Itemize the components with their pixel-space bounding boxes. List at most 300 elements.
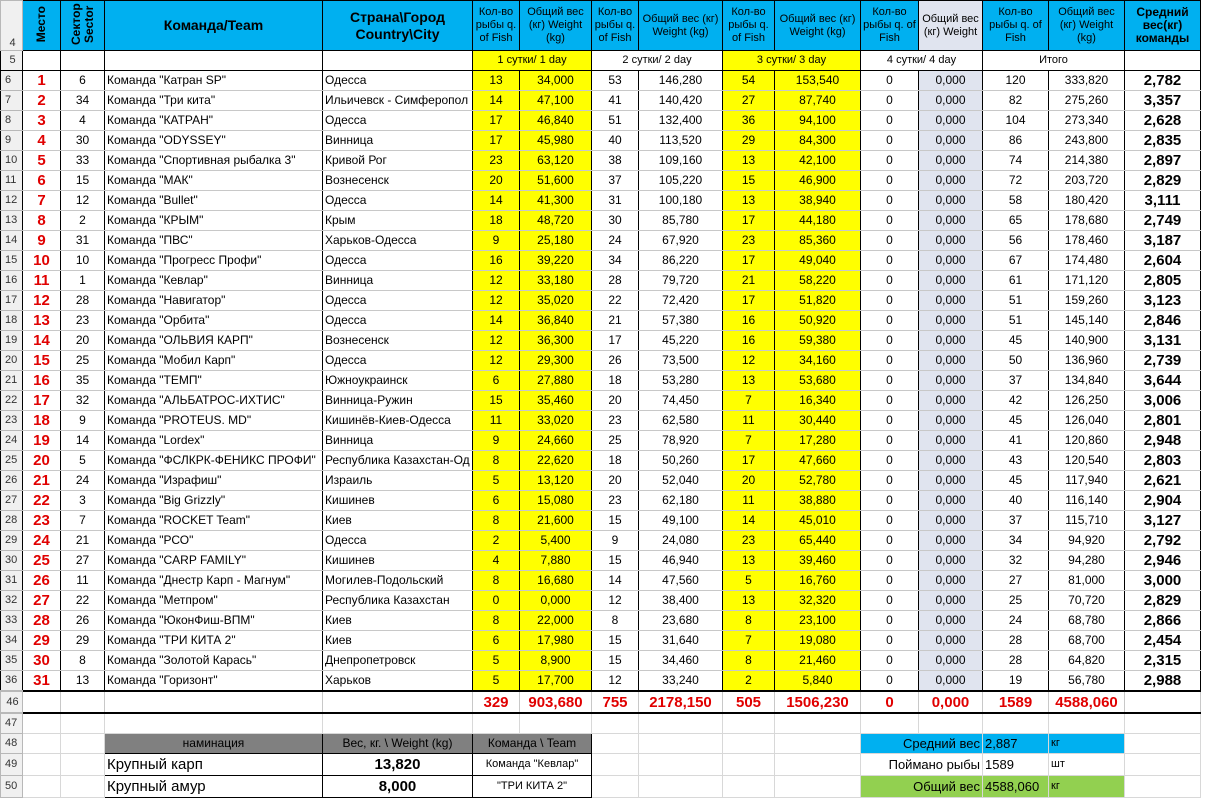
fish-day1-cell[interactable]: 17 xyxy=(473,111,520,131)
sector-cell[interactable]: 26 xyxy=(61,611,105,631)
fish-total-cell[interactable]: 51 xyxy=(983,311,1049,331)
fish-day4-cell[interactable]: 0 xyxy=(861,571,919,591)
fish-day3-cell[interactable]: 20 xyxy=(723,471,775,491)
place-cell[interactable]: 13 xyxy=(23,311,61,331)
weight-total-cell[interactable]: 126,040 xyxy=(1049,411,1125,431)
avg-cell[interactable]: 3,000 xyxy=(1125,571,1201,591)
total-f2-cell[interactable]: 755 xyxy=(592,691,639,713)
weight-day3-cell[interactable]: 19,080 xyxy=(775,631,861,651)
team-cell[interactable]: Команда "ТЕМП" xyxy=(105,371,323,391)
team-cell[interactable]: Команда "Кевлар" xyxy=(105,271,323,291)
weight-day1-cell[interactable]: 35,460 xyxy=(520,391,592,411)
fish-day1-cell[interactable]: 5 xyxy=(473,651,520,671)
team-cell[interactable]: Команда "ФСЛКРК-ФЕНИКС ПРОФИ" xyxy=(105,451,323,471)
sector-cell[interactable]: 11 xyxy=(61,571,105,591)
avg-cell[interactable]: 3,123 xyxy=(1125,291,1201,311)
fish-day3-cell[interactable]: 36 xyxy=(723,111,775,131)
team-cell[interactable]: Команда "МАК" xyxy=(105,171,323,191)
fish-day1-cell[interactable]: 8 xyxy=(473,611,520,631)
city-cell[interactable]: Днепропетровск xyxy=(323,651,473,671)
city-cell[interactable]: Вознесенск xyxy=(323,171,473,191)
fish-day4-cell[interactable]: 0 xyxy=(861,271,919,291)
team-cell[interactable]: Команда "Lordex" xyxy=(105,431,323,451)
avg-cell[interactable]: 2,454 xyxy=(1125,631,1201,651)
avg-cell[interactable]: 2,829 xyxy=(1125,591,1201,611)
weight-total-cell[interactable]: 214,380 xyxy=(1049,151,1125,171)
weight-day3-cell[interactable]: 50,920 xyxy=(775,311,861,331)
place-cell[interactable]: 17 xyxy=(23,391,61,411)
weight-day2-cell[interactable]: 109,160 xyxy=(639,151,723,171)
weight-day4-cell[interactable]: 0,000 xyxy=(919,331,983,351)
weight-day3-cell[interactable]: 58,220 xyxy=(775,271,861,291)
total-label[interactable]: Итого xyxy=(983,51,1125,71)
fish-day1-cell[interactable]: 0 xyxy=(473,591,520,611)
avg-cell[interactable]: 2,628 xyxy=(1125,111,1201,131)
place-cell[interactable]: 7 xyxy=(23,191,61,211)
weight-day2-cell[interactable]: 24,080 xyxy=(639,531,723,551)
fish-day1-cell[interactable]: 23 xyxy=(473,151,520,171)
day1-label[interactable]: 1 сутки/ 1 day xyxy=(473,51,592,71)
fish-day1-cell[interactable]: 6 xyxy=(473,371,520,391)
fish-day4-cell[interactable]: 0 xyxy=(861,311,919,331)
header-fish-day2[interactable]: Кол-во рыбы q. of Fish xyxy=(592,1,639,51)
weight-total-cell[interactable]: 116,140 xyxy=(1049,491,1125,511)
weight-day3-cell[interactable]: 47,660 xyxy=(775,451,861,471)
weight-total-cell[interactable]: 134,840 xyxy=(1049,371,1125,391)
avg-cell[interactable]: 2,749 xyxy=(1125,211,1201,231)
city-cell[interactable]: Одесса xyxy=(323,311,473,331)
team-cell[interactable]: Команда "Метпром" xyxy=(105,591,323,611)
total-f3-cell[interactable]: 505 xyxy=(723,691,775,713)
weight-day1-cell[interactable]: 7,880 xyxy=(520,551,592,571)
team-cell[interactable]: Команда "КРЫМ" xyxy=(105,211,323,231)
fish-day4-cell[interactable]: 0 xyxy=(861,171,919,191)
weight-total-cell[interactable]: 56,780 xyxy=(1049,671,1125,692)
weight-total-cell[interactable]: 180,420 xyxy=(1049,191,1125,211)
fish-day2-cell[interactable]: 23 xyxy=(592,491,639,511)
team-cell[interactable]: Команда "ТРИ КИТА 2" xyxy=(105,631,323,651)
place-cell[interactable]: 16 xyxy=(23,371,61,391)
fish-day3-cell[interactable]: 14 xyxy=(723,511,775,531)
weight-day4-cell[interactable]: 0,000 xyxy=(919,171,983,191)
fish-total-cell[interactable]: 82 xyxy=(983,91,1049,111)
weight-day2-cell[interactable]: 79,720 xyxy=(639,271,723,291)
team-cell[interactable]: Команда "ПВС" xyxy=(105,231,323,251)
weight-day4-cell[interactable]: 0,000 xyxy=(919,511,983,531)
fish-day4-cell[interactable]: 0 xyxy=(861,331,919,351)
total-w2-cell[interactable]: 2178,150 xyxy=(639,691,723,713)
fish-day3-cell[interactable]: 21 xyxy=(723,271,775,291)
fish-day4-cell[interactable]: 0 xyxy=(861,671,919,692)
fish-day2-cell[interactable]: 51 xyxy=(592,111,639,131)
fish-day4-cell[interactable]: 0 xyxy=(861,71,919,91)
weight-day4-cell[interactable]: 0,000 xyxy=(919,631,983,651)
header-fish-total[interactable]: Кол-во рыбы q. of Fish xyxy=(983,1,1049,51)
weight-day4-cell[interactable]: 0,000 xyxy=(919,411,983,431)
fish-day2-cell[interactable]: 31 xyxy=(592,191,639,211)
weight-day3-cell[interactable]: 21,460 xyxy=(775,651,861,671)
fish-day3-cell[interactable]: 16 xyxy=(723,311,775,331)
weight-day2-cell[interactable]: 46,940 xyxy=(639,551,723,571)
fish-total-cell[interactable]: 32 xyxy=(983,551,1049,571)
weight-day2-cell[interactable]: 45,220 xyxy=(639,331,723,351)
place-cell[interactable]: 28 xyxy=(23,611,61,631)
weight-day1-cell[interactable]: 8,900 xyxy=(520,651,592,671)
place-cell[interactable]: 10 xyxy=(23,251,61,271)
place-cell[interactable]: 3 xyxy=(23,111,61,131)
weight-day2-cell[interactable]: 33,240 xyxy=(639,671,723,692)
avg-cell[interactable]: 3,006 xyxy=(1125,391,1201,411)
fish-day1-cell[interactable]: 14 xyxy=(473,311,520,331)
fish-day3-cell[interactable]: 13 xyxy=(723,191,775,211)
fish-day4-cell[interactable]: 0 xyxy=(861,151,919,171)
weight-day2-cell[interactable]: 73,500 xyxy=(639,351,723,371)
fish-total-cell[interactable]: 19 xyxy=(983,671,1049,692)
fish-day2-cell[interactable]: 8 xyxy=(592,611,639,631)
weight-day1-cell[interactable]: 17,700 xyxy=(520,671,592,692)
fish-day2-cell[interactable]: 17 xyxy=(592,331,639,351)
weight-total-cell[interactable]: 243,800 xyxy=(1049,131,1125,151)
weight-total-cell[interactable]: 120,860 xyxy=(1049,431,1125,451)
city-cell[interactable]: Одесса xyxy=(323,111,473,131)
fish-day3-cell[interactable]: 15 xyxy=(723,171,775,191)
fish-total-cell[interactable]: 58 xyxy=(983,191,1049,211)
weight-total-cell[interactable]: 120,540 xyxy=(1049,451,1125,471)
city-cell[interactable]: Могилев-Подольский xyxy=(323,571,473,591)
weight-total-cell[interactable]: 275,260 xyxy=(1049,91,1125,111)
city-cell[interactable]: Киев xyxy=(323,511,473,531)
weight-day2-cell[interactable]: 62,580 xyxy=(639,411,723,431)
fish-day2-cell[interactable]: 20 xyxy=(592,391,639,411)
fish-day1-cell[interactable]: 16 xyxy=(473,251,520,271)
weight-day3-cell[interactable]: 38,940 xyxy=(775,191,861,211)
day4-label[interactable]: 4 сутки/ 4 day xyxy=(861,51,983,71)
total-w4-cell[interactable]: 0,000 xyxy=(919,691,983,713)
place-cell[interactable]: 1 xyxy=(23,71,61,91)
city-cell[interactable]: Винница xyxy=(323,271,473,291)
fish-day2-cell[interactable]: 40 xyxy=(592,131,639,151)
sector-cell[interactable]: 31 xyxy=(61,231,105,251)
weight-total-cell[interactable]: 171,120 xyxy=(1049,271,1125,291)
fish-day4-cell[interactable]: 0 xyxy=(861,431,919,451)
fish-day1-cell[interactable]: 5 xyxy=(473,471,520,491)
team-cell[interactable]: Команда "Израфиш" xyxy=(105,471,323,491)
weight-header[interactable]: Вес, кг. \ Weight (kg) xyxy=(323,734,473,754)
avg-cell[interactable]: 2,805 xyxy=(1125,271,1201,291)
weight-day1-cell[interactable]: 39,220 xyxy=(520,251,592,271)
weight-day2-cell[interactable]: 100,180 xyxy=(639,191,723,211)
fish-day2-cell[interactable]: 24 xyxy=(592,231,639,251)
fish-day4-cell[interactable]: 0 xyxy=(861,231,919,251)
fish-day4-cell[interactable]: 0 xyxy=(861,511,919,531)
fish-total-cell[interactable]: 72 xyxy=(983,171,1049,191)
nomination-name[interactable]: Крупный карп xyxy=(105,754,323,776)
weight-total-cell[interactable]: 136,960 xyxy=(1049,351,1125,371)
weight-day1-cell[interactable]: 33,020 xyxy=(520,411,592,431)
nomination-team[interactable]: "ТРИ КИТА 2" xyxy=(473,776,592,798)
weight-total-cell[interactable]: 81,000 xyxy=(1049,571,1125,591)
fish-day2-cell[interactable]: 15 xyxy=(592,551,639,571)
fish-day3-cell[interactable]: 13 xyxy=(723,371,775,391)
fish-day1-cell[interactable]: 15 xyxy=(473,391,520,411)
fish-total-cell[interactable]: 34 xyxy=(983,531,1049,551)
weight-day4-cell[interactable]: 0,000 xyxy=(919,591,983,611)
weight-total-cell[interactable]: 203,720 xyxy=(1049,171,1125,191)
place-cell[interactable]: 27 xyxy=(23,591,61,611)
fish-day4-cell[interactable]: 0 xyxy=(861,91,919,111)
header-weight-day1[interactable]: Общий вес (кг) Weight (kg) xyxy=(520,1,592,51)
fish-day2-cell[interactable]: 38 xyxy=(592,151,639,171)
city-cell[interactable]: Одесса xyxy=(323,71,473,91)
city-cell[interactable]: Кишинев xyxy=(323,491,473,511)
fish-day1-cell[interactable]: 17 xyxy=(473,131,520,151)
weight-day3-cell[interactable]: 30,440 xyxy=(775,411,861,431)
weight-total-cell[interactable]: 174,480 xyxy=(1049,251,1125,271)
weight-day1-cell[interactable]: 45,980 xyxy=(520,131,592,151)
weight-day2-cell[interactable]: 31,640 xyxy=(639,631,723,651)
avg-cell[interactable]: 2,782 xyxy=(1125,71,1201,91)
sector-cell[interactable]: 3 xyxy=(61,491,105,511)
city-cell[interactable]: Киев xyxy=(323,631,473,651)
fish-day3-cell[interactable]: 16 xyxy=(723,331,775,351)
avg-cell[interactable]: 2,315 xyxy=(1125,651,1201,671)
place-cell[interactable]: 29 xyxy=(23,631,61,651)
weight-day1-cell[interactable]: 47,100 xyxy=(520,91,592,111)
team-cell[interactable]: Команда "РСО" xyxy=(105,531,323,551)
city-cell[interactable]: Одесса xyxy=(323,531,473,551)
summary-value[interactable]: 4588,060 xyxy=(983,776,1049,798)
weight-total-cell[interactable]: 159,260 xyxy=(1049,291,1125,311)
city-cell[interactable]: Вознесенск xyxy=(323,331,473,351)
fish-day4-cell[interactable]: 0 xyxy=(861,531,919,551)
fish-day4-cell[interactable]: 0 xyxy=(861,371,919,391)
fish-day2-cell[interactable]: 18 xyxy=(592,451,639,471)
sector-cell[interactable]: 35 xyxy=(61,371,105,391)
weight-day1-cell[interactable]: 48,720 xyxy=(520,211,592,231)
weight-day2-cell[interactable]: 78,920 xyxy=(639,431,723,451)
weight-day2-cell[interactable]: 113,520 xyxy=(639,131,723,151)
summary-value[interactable]: 1589 xyxy=(983,754,1049,776)
weight-day1-cell[interactable]: 33,180 xyxy=(520,271,592,291)
fish-total-cell[interactable]: 120 xyxy=(983,71,1049,91)
weight-total-cell[interactable]: 178,680 xyxy=(1049,211,1125,231)
weight-day4-cell[interactable]: 0,000 xyxy=(919,71,983,91)
fish-day4-cell[interactable]: 0 xyxy=(861,251,919,271)
weight-day4-cell[interactable]: 0,000 xyxy=(919,551,983,571)
city-cell[interactable]: Кишинев xyxy=(323,551,473,571)
fish-day2-cell[interactable]: 22 xyxy=(592,291,639,311)
weight-day1-cell[interactable]: 25,180 xyxy=(520,231,592,251)
place-cell[interactable]: 31 xyxy=(23,671,61,692)
sector-cell[interactable]: 21 xyxy=(61,531,105,551)
summary-label[interactable]: Общий вес xyxy=(861,776,983,798)
fish-day2-cell[interactable]: 14 xyxy=(592,571,639,591)
place-cell[interactable]: 12 xyxy=(23,291,61,311)
fish-total-cell[interactable]: 45 xyxy=(983,471,1049,491)
header-weight-day4[interactable]: Общий вес (кг) Weight xyxy=(919,1,983,51)
weight-day1-cell[interactable]: 21,600 xyxy=(520,511,592,531)
total-wt-cell[interactable]: 4588,060 xyxy=(1049,691,1125,713)
sector-cell[interactable]: 9 xyxy=(61,411,105,431)
weight-total-cell[interactable]: 68,700 xyxy=(1049,631,1125,651)
fish-total-cell[interactable]: 67 xyxy=(983,251,1049,271)
weight-day4-cell[interactable]: 0,000 xyxy=(919,391,983,411)
sector-cell[interactable]: 13 xyxy=(61,671,105,692)
weight-day4-cell[interactable]: 0,000 xyxy=(919,311,983,331)
weight-day4-cell[interactable]: 0,000 xyxy=(919,111,983,131)
nomination-weight[interactable]: 13,820 xyxy=(323,754,473,776)
fish-day3-cell[interactable]: 11 xyxy=(723,491,775,511)
avg-cell[interactable]: 2,801 xyxy=(1125,411,1201,431)
team-cell[interactable]: Команда "Три кита" xyxy=(105,91,323,111)
place-cell[interactable]: 30 xyxy=(23,651,61,671)
fish-day4-cell[interactable]: 0 xyxy=(861,351,919,371)
fish-day3-cell[interactable]: 29 xyxy=(723,131,775,151)
fish-day2-cell[interactable]: 26 xyxy=(592,351,639,371)
weight-day1-cell[interactable]: 51,600 xyxy=(520,171,592,191)
sector-cell[interactable]: 14 xyxy=(61,431,105,451)
city-cell[interactable]: Кишинёв-Киев-Одесса xyxy=(323,411,473,431)
weight-day3-cell[interactable]: 94,100 xyxy=(775,111,861,131)
fish-day1-cell[interactable]: 14 xyxy=(473,91,520,111)
team-cell[interactable]: Команда "Bullet" xyxy=(105,191,323,211)
fish-day2-cell[interactable]: 18 xyxy=(592,371,639,391)
weight-day4-cell[interactable]: 0,000 xyxy=(919,491,983,511)
weight-day3-cell[interactable]: 44,180 xyxy=(775,211,861,231)
header-weight-day3[interactable]: Общий вес (кг) Weight (kg) xyxy=(775,1,861,51)
weight-day4-cell[interactable]: 0,000 xyxy=(919,371,983,391)
summary-unit[interactable]: шт xyxy=(1049,754,1125,776)
place-cell[interactable]: 25 xyxy=(23,551,61,571)
weight-day1-cell[interactable]: 41,300 xyxy=(520,191,592,211)
fish-day1-cell[interactable]: 9 xyxy=(473,231,520,251)
weight-total-cell[interactable]: 70,720 xyxy=(1049,591,1125,611)
weight-total-cell[interactable]: 140,900 xyxy=(1049,331,1125,351)
weight-day1-cell[interactable]: 15,080 xyxy=(520,491,592,511)
weight-day3-cell[interactable]: 5,840 xyxy=(775,671,861,692)
sector-cell[interactable]: 24 xyxy=(61,471,105,491)
avg-cell[interactable]: 3,111 xyxy=(1125,191,1201,211)
weight-day3-cell[interactable]: 85,360 xyxy=(775,231,861,251)
fish-day3-cell[interactable]: 23 xyxy=(723,231,775,251)
place-cell[interactable]: 15 xyxy=(23,351,61,371)
nomination-header[interactable]: наминация xyxy=(105,734,323,754)
weight-day1-cell[interactable]: 29,300 xyxy=(520,351,592,371)
fish-day1-cell[interactable]: 11 xyxy=(473,411,520,431)
city-cell[interactable]: Винница-Ружин xyxy=(323,391,473,411)
weight-day4-cell[interactable]: 0,000 xyxy=(919,251,983,271)
weight-day3-cell[interactable]: 38,880 xyxy=(775,491,861,511)
weight-day3-cell[interactable]: 16,340 xyxy=(775,391,861,411)
header-avg[interactable]: Средний вес(кг) команды xyxy=(1125,1,1201,51)
fish-total-cell[interactable]: 37 xyxy=(983,511,1049,531)
nomination-team[interactable]: Команда "Кевлар" xyxy=(473,754,592,776)
weight-day1-cell[interactable]: 46,840 xyxy=(520,111,592,131)
weight-day2-cell[interactable]: 49,100 xyxy=(639,511,723,531)
sector-cell[interactable]: 4 xyxy=(61,111,105,131)
weight-day4-cell[interactable]: 0,000 xyxy=(919,211,983,231)
weight-total-cell[interactable]: 126,250 xyxy=(1049,391,1125,411)
weight-day3-cell[interactable]: 65,440 xyxy=(775,531,861,551)
fish-day4-cell[interactable]: 0 xyxy=(861,111,919,131)
team-cell[interactable]: Команда "Орбита" xyxy=(105,311,323,331)
header-fish-day3[interactable]: Кол-во рыбы q. of Fish xyxy=(723,1,775,51)
sector-cell[interactable]: 32 xyxy=(61,391,105,411)
fish-day3-cell[interactable]: 8 xyxy=(723,651,775,671)
weight-day3-cell[interactable]: 53,680 xyxy=(775,371,861,391)
header-sector[interactable]: Сектор Sector xyxy=(61,1,105,51)
header-team[interactable]: Команда/Team xyxy=(105,1,323,51)
fish-day4-cell[interactable]: 0 xyxy=(861,191,919,211)
weight-day3-cell[interactable]: 84,300 xyxy=(775,131,861,151)
city-cell[interactable]: Израиль xyxy=(323,471,473,491)
fish-day4-cell[interactable]: 0 xyxy=(861,211,919,231)
team-cell[interactable]: Команда "Золотой Карась" xyxy=(105,651,323,671)
weight-day2-cell[interactable]: 85,780 xyxy=(639,211,723,231)
weight-day4-cell[interactable]: 0,000 xyxy=(919,611,983,631)
weight-day3-cell[interactable]: 34,160 xyxy=(775,351,861,371)
total-f1-cell[interactable]: 329 xyxy=(473,691,520,713)
fish-day3-cell[interactable]: 17 xyxy=(723,211,775,231)
weight-day2-cell[interactable]: 23,680 xyxy=(639,611,723,631)
place-cell[interactable]: 5 xyxy=(23,151,61,171)
weight-total-cell[interactable]: 178,460 xyxy=(1049,231,1125,251)
weight-day4-cell[interactable]: 0,000 xyxy=(919,651,983,671)
summary-unit[interactable]: кг xyxy=(1049,776,1125,798)
weight-day1-cell[interactable]: 35,020 xyxy=(520,291,592,311)
fish-day3-cell[interactable]: 8 xyxy=(723,611,775,631)
place-cell[interactable]: 19 xyxy=(23,431,61,451)
fish-day4-cell[interactable]: 0 xyxy=(861,611,919,631)
summary-value[interactable]: 2,887 xyxy=(983,734,1049,754)
team-cell[interactable]: Команда "CARP FAMILY" xyxy=(105,551,323,571)
summary-label[interactable]: Поймано рыбы xyxy=(861,754,983,776)
weight-day4-cell[interactable]: 0,000 xyxy=(919,191,983,211)
weight-day3-cell[interactable]: 32,320 xyxy=(775,591,861,611)
total-ft-cell[interactable]: 1589 xyxy=(983,691,1049,713)
header-place[interactable]: Место xyxy=(23,1,61,51)
weight-day3-cell[interactable]: 52,780 xyxy=(775,471,861,491)
fish-day2-cell[interactable]: 12 xyxy=(592,671,639,692)
city-cell[interactable]: Одесса xyxy=(323,191,473,211)
weight-total-cell[interactable]: 333,820 xyxy=(1049,71,1125,91)
team-cell[interactable]: Команда "ОЛЬВИЯ КАРП" xyxy=(105,331,323,351)
fish-day3-cell[interactable]: 23 xyxy=(723,531,775,551)
sector-cell[interactable]: 34 xyxy=(61,91,105,111)
fish-day2-cell[interactable]: 20 xyxy=(592,471,639,491)
team-cell[interactable]: Команда "Мобил Карп" xyxy=(105,351,323,371)
fish-day3-cell[interactable]: 17 xyxy=(723,251,775,271)
fish-day2-cell[interactable]: 23 xyxy=(592,411,639,431)
city-cell[interactable]: Республика Казахстан xyxy=(323,591,473,611)
sector-cell[interactable]: 25 xyxy=(61,351,105,371)
fish-day1-cell[interactable]: 8 xyxy=(473,571,520,591)
fish-day1-cell[interactable]: 2 xyxy=(473,531,520,551)
weight-day2-cell[interactable]: 67,920 xyxy=(639,231,723,251)
weight-day3-cell[interactable]: 39,460 xyxy=(775,551,861,571)
fish-day3-cell[interactable]: 13 xyxy=(723,151,775,171)
weight-day4-cell[interactable]: 0,000 xyxy=(919,231,983,251)
total-f4-cell[interactable]: 0 xyxy=(861,691,919,713)
place-cell[interactable]: 21 xyxy=(23,471,61,491)
weight-day2-cell[interactable]: 53,280 xyxy=(639,371,723,391)
sector-cell[interactable]: 1 xyxy=(61,271,105,291)
fish-day4-cell[interactable]: 0 xyxy=(861,491,919,511)
fish-day2-cell[interactable]: 30 xyxy=(592,211,639,231)
place-cell[interactable]: 4 xyxy=(23,131,61,151)
city-cell[interactable]: Одесса xyxy=(323,351,473,371)
weight-day4-cell[interactable]: 0,000 xyxy=(919,431,983,451)
